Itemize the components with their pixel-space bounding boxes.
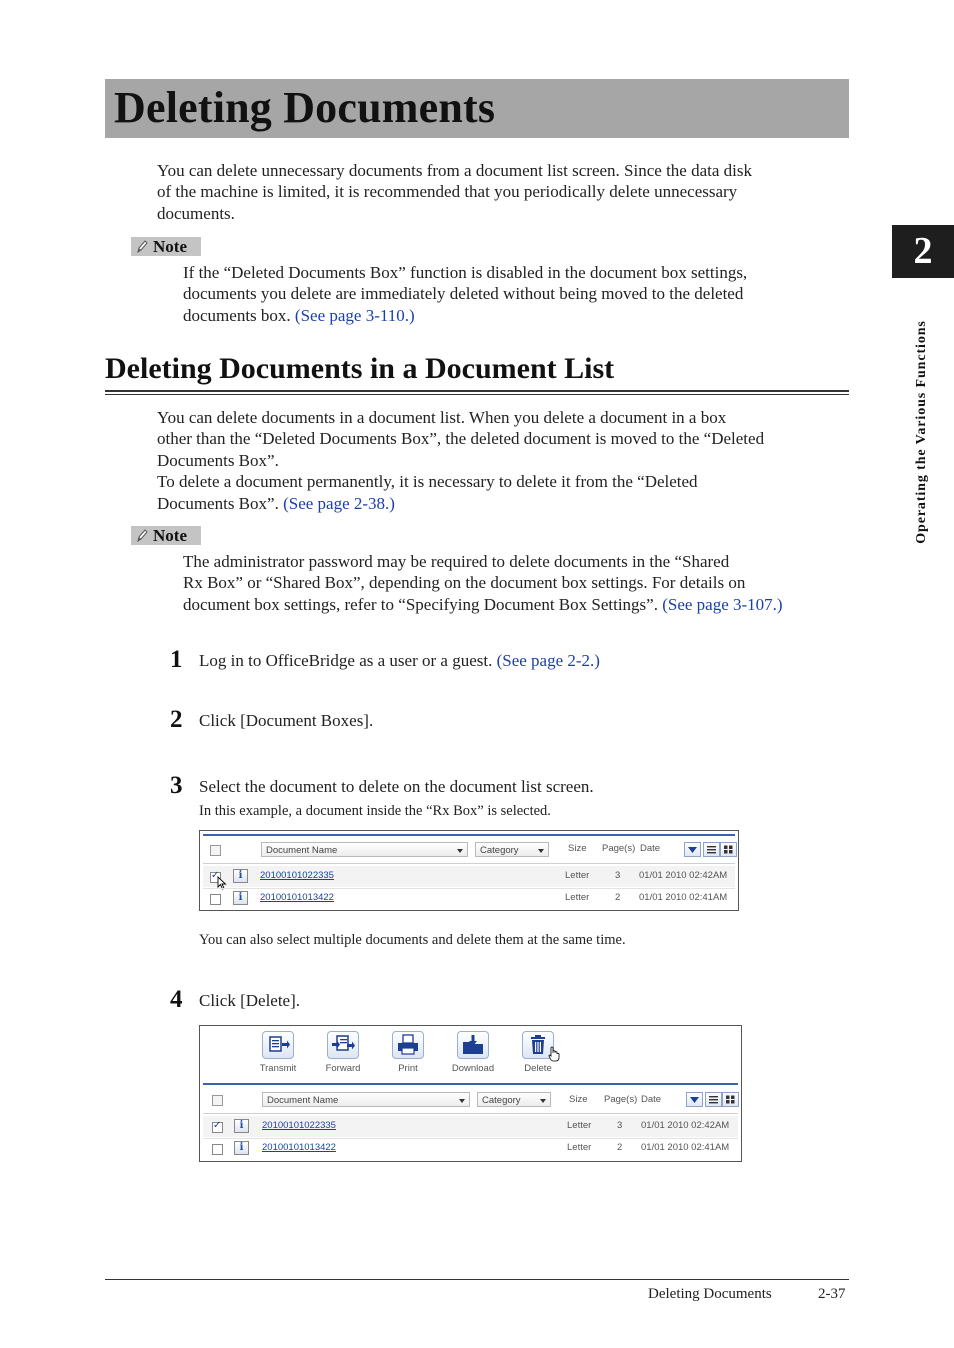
category-label: Category [480, 845, 519, 856]
page-number: 2-37 [818, 1286, 846, 1302]
section-title: Deleting Documents in a Document List [105, 352, 615, 385]
date-cell: 01/01 2010 02:42AM [641, 1120, 730, 1131]
section-rule [105, 390, 849, 392]
note2-line: Rx Box” or “Shared Box”, depending on the document box settings. For details on [183, 573, 746, 593]
info-icon[interactable]: i [233, 891, 248, 905]
chevron-down-icon [457, 849, 463, 853]
download-button[interactable] [447, 1031, 499, 1074]
sort-button[interactable] [684, 842, 701, 857]
section-line: You can delete documents in a document list. When you delete a document in a box [157, 408, 727, 427]
step-3-subtext: In this example, a document inside the “Rx Box” is selected. [199, 803, 551, 819]
list-icon [704, 843, 719, 856]
section-paragraph [157, 407, 764, 514]
row-checkbox[interactable] [212, 1144, 223, 1155]
category-label: Category [482, 1095, 521, 1106]
note2-text [183, 551, 783, 615]
step-4-text: Click [Delete]. [199, 991, 301, 1010]
category-select[interactable] [477, 1092, 551, 1107]
header-divider [203, 863, 735, 864]
chapter-title: Operating the Various Functions [914, 320, 929, 544]
header-accent-line [203, 834, 735, 836]
see-page-link[interactable]: (See page 3-110.) [294, 305, 415, 325]
toolbar-screenshot [199, 1025, 742, 1162]
size-cell: Letter [567, 1142, 592, 1153]
step-1-text: Log in to OfficeBridge as a user or a guest. [199, 651, 497, 670]
select-all-checkbox[interactable] [210, 845, 221, 856]
note-label: Note [153, 237, 187, 256]
select-all-checkbox[interactable] [212, 1095, 223, 1106]
chevron-down-icon [538, 849, 544, 853]
intro-line: of the machine is limited, it is recommended that you periodically delete unnecessary [157, 182, 738, 202]
printer-icon [392, 1031, 424, 1059]
size-cell: Letter [567, 1120, 592, 1131]
step-number: 2 [170, 706, 183, 733]
print-button[interactable] [382, 1031, 434, 1074]
note-badge [131, 237, 201, 256]
size-cell: Letter [565, 870, 590, 881]
print-label: Print [398, 1063, 418, 1074]
forward-button[interactable] [317, 1031, 369, 1074]
grid-icon [721, 843, 736, 856]
step-3-note: You can also select multiple documents and delete them at the same time. [199, 932, 626, 948]
pages-cell: 3 [617, 1120, 623, 1131]
footer-title: Deleting Documents [648, 1286, 772, 1302]
note-badge [131, 526, 201, 545]
intro-paragraph [157, 160, 752, 224]
document-list-screenshot [199, 830, 739, 911]
table-row[interactable] [203, 866, 735, 887]
table-row[interactable] [203, 888, 735, 909]
header-accent-line [203, 1083, 738, 1085]
transmit-button[interactable] [252, 1031, 304, 1074]
table-row[interactable] [203, 1116, 738, 1137]
document-name-link[interactable]: 20100101022335 [262, 1120, 336, 1131]
chapter-tab [892, 225, 954, 278]
date-cell: 01/01 2010 02:41AM [641, 1142, 730, 1153]
download-icon [457, 1031, 489, 1059]
pencil-icon [135, 239, 149, 254]
info-icon[interactable]: i [233, 869, 248, 883]
note1-line: documents you delete are immediately deleted without being moved to the deleted [183, 284, 744, 304]
section-line: Documents Box”. [157, 493, 284, 513]
row-checkbox[interactable] [212, 1122, 223, 1133]
delete-label: Delete [524, 1063, 552, 1074]
date-header: Date [641, 1094, 662, 1105]
forward-label: Forward [325, 1063, 361, 1074]
page-title: Deleting Documents [114, 83, 496, 132]
info-icon[interactable]: i [234, 1119, 249, 1133]
document-name-label: Document Name [266, 845, 338, 856]
list-icon [706, 1093, 721, 1106]
step-number: 1 [170, 646, 183, 673]
table-row[interactable] [203, 1138, 738, 1159]
size-header: Size [569, 1094, 588, 1105]
chevron-down-icon [540, 1099, 546, 1103]
size-cell: Letter [565, 892, 590, 903]
date-header: Date [640, 843, 661, 854]
step-3-text: Select the document to delete on the document list screen. [199, 777, 594, 796]
list-view-button[interactable] [705, 1092, 722, 1107]
footer-rule [105, 1279, 849, 1280]
step-number: 4 [170, 986, 183, 1013]
header-divider [203, 1113, 738, 1114]
intro-line: You can delete unnecessary documents from a document list screen. Since the data disk [157, 161, 752, 180]
document-name-select[interactable] [261, 842, 468, 857]
category-select[interactable] [475, 842, 549, 857]
step-number: 3 [170, 772, 183, 799]
size-header: Size [568, 843, 587, 854]
transmit-label: Transmit [259, 1063, 297, 1074]
row-checkbox[interactable] [210, 894, 221, 905]
pages-cell: 2 [617, 1142, 623, 1153]
info-icon[interactable]: i [234, 1141, 249, 1155]
section-rule-thin [105, 394, 849, 395]
note1-line: If the “Deleted Documents Box” function is disabled in the document box settings, [183, 263, 748, 282]
list-view-button[interactable] [703, 842, 720, 857]
document-name-link[interactable]: 20100101022335 [260, 870, 334, 881]
pages-cell: 2 [615, 892, 621, 903]
pages-header: Page(s) [604, 1094, 638, 1105]
chevron-down-icon [459, 1099, 465, 1103]
pencil-icon [135, 528, 149, 543]
document-name-link[interactable]: 20100101013422 [260, 892, 334, 903]
note1-text [183, 262, 747, 326]
see-page-link[interactable]: (See page 3-107.) [662, 594, 783, 614]
note1-line: documents box. [183, 305, 295, 325]
grid-icon [723, 1093, 738, 1106]
intro-line: documents. [157, 203, 235, 223]
step-text [199, 650, 600, 671]
transmit-icon [262, 1031, 294, 1059]
date-cell: 01/01 2010 02:41AM [639, 892, 728, 903]
document-name-link[interactable]: 20100101013422 [262, 1142, 336, 1153]
see-page-link[interactable]: (See page 2-38.) [283, 493, 395, 513]
hand-pointer-icon [548, 1046, 560, 1062]
note2-line: The administrator password may be required to delete documents in the “Shared [183, 552, 730, 571]
chapter-number: 2 [913, 230, 933, 272]
thumbnail-view-button[interactable] [720, 842, 737, 857]
forward-icon [327, 1031, 359, 1059]
section-line: other than the “Deleted Documents Box”, the deleted document is moved to the “Deleted [157, 429, 765, 449]
section-line: Documents Box”. [157, 450, 279, 470]
pages-header: Page(s) [602, 843, 636, 854]
note-label: Note [153, 526, 187, 545]
triangle-down-icon [687, 1093, 702, 1106]
thumbnail-view-button[interactable] [722, 1092, 739, 1107]
sort-button[interactable] [686, 1092, 703, 1107]
step-2-text: Click [Document Boxes]. [199, 711, 374, 730]
note2-line: document box settings, refer to “Specifying Document Box Settings”. [183, 594, 663, 614]
download-label: Download [451, 1063, 495, 1074]
see-page-link[interactable]: (See page 2-2.) [496, 651, 600, 670]
date-cell: 01/01 2010 02:42AM [639, 870, 728, 881]
triangle-down-icon [685, 843, 700, 856]
document-name-select[interactable] [262, 1092, 470, 1107]
pages-cell: 3 [615, 870, 621, 881]
section-line: To delete a document permanently, it is necessary to delete it from the “Deleted [157, 472, 698, 492]
document-name-label: Document Name [267, 1095, 339, 1106]
